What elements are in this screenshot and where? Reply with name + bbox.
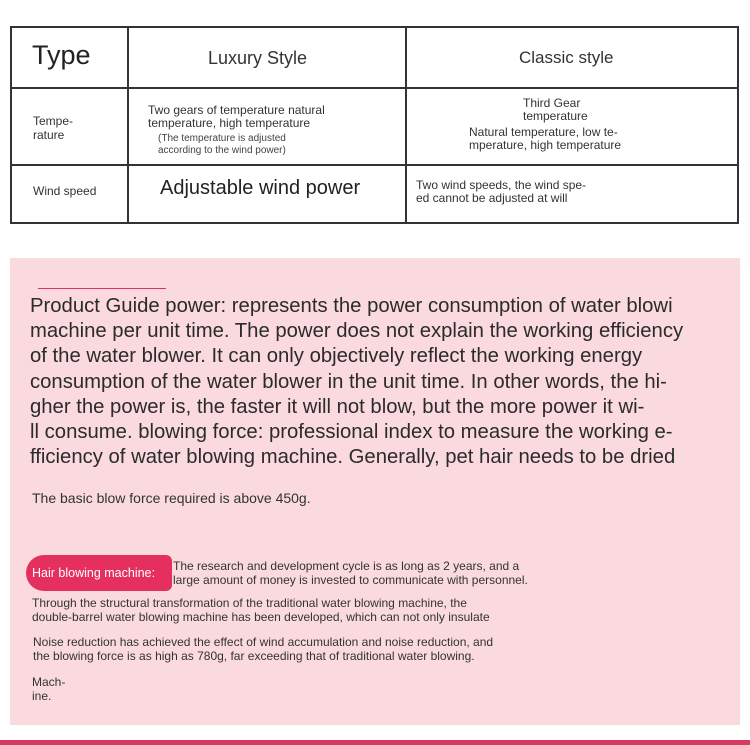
row-label-temperature: Tempe- rature (33, 114, 74, 142)
header-classic-style: Classic style (519, 48, 614, 67)
machine-fragment: Mach- ine. (32, 675, 66, 703)
table-divider (12, 87, 737, 89)
blow-force-note: The basic blow force required is above 450g. (32, 490, 311, 506)
structure-paragraph: Through the structural transformation of the traditional water blowing machine, the double-barrel water blowing machine has been developed, which can not only insulate (32, 596, 490, 624)
table-divider (405, 28, 407, 222)
header-luxury-style: Luxury Style (208, 48, 308, 68)
luxury-temperature-text: Two gears of temperature natural temperature, high temperature (148, 103, 325, 130)
classic-temperature-gear: Third Gear temperature (523, 96, 588, 123)
table-divider (127, 28, 129, 222)
comparison-table (10, 26, 739, 224)
accent-line (38, 288, 166, 289)
research-paragraph: The research and development cycle is as long as 2 years, and a large amount of money is invested to communicate with personnel. (173, 559, 528, 587)
product-guide-text: Product Guide power: represents the power consumption of water blowi machine per unit time. The power does not explain the working efficiency of the water blower. It can only objectively reflect the working energy consumption of the water blower in the unit time. In other words, the hi- gher the power is, the faster it will not blow, but the more power it wi- ll consume. blowing force: professional index to measure the working e- fficiency of water blowing machine. Generally, pet hair needs to be dried (30, 295, 684, 469)
header-type: Type (32, 40, 91, 70)
luxury-wind-text: Adjustable wind power (160, 177, 361, 199)
bottom-bar (0, 740, 750, 745)
table-divider (12, 164, 737, 166)
row-label-wind-speed: Wind speed (33, 184, 97, 198)
classic-temperature-text: Natural temperature, low te- mperature, high temperature (469, 125, 622, 152)
noise-paragraph: Noise reduction has achieved the effect of wind accumulation and noise reduction, and the blowing force is as high as 780g, far exceeding that of traditional water blowing. (33, 635, 494, 663)
product-guide-panel (10, 258, 740, 725)
hair-blowing-machine-badge: Hair blowing machine: (26, 555, 172, 591)
classic-wind-text: Two wind speeds, the wind spe- ed cannot be adjusted at will (416, 178, 587, 205)
luxury-temperature-note: (The temperature is adjusted according to the wind power) (158, 133, 286, 156)
